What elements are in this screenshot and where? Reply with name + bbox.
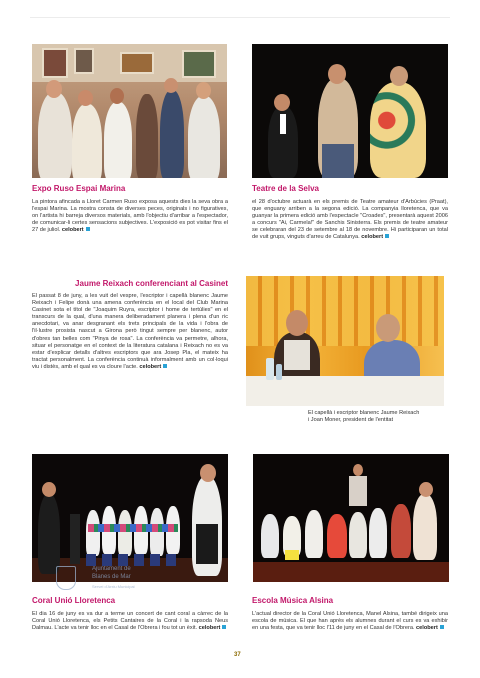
article-body-alsina <box>252 611 448 632</box>
photo-exhibition <box>32 44 227 178</box>
end-marker-icon <box>86 227 90 231</box>
article-text: La pintora afincada a Lloret Carmen Ruso exposa aquests dies la seva obra a l'espai Marina. La mostra consta de diverses peces, originals i no figuratives, on l'artista hi barreja diversos materials, amb l'objectiu d'arribar a l'espectador, de comunicar-li certes sensacions subjectives. L'exposició es pot visitar fins el 27 de juliol. <box>32 199 228 234</box>
article-text: el 28 d'octubre actuarà en els premis de Teatre amateur d'Arbúcies (Praat), que enguany arriben a la segona edició. La companyia lloretenca, que va guanyar la primera edició amb l'espectacle "Croades", presentarà aquest 2006 a concurs "Ai, Carmela!" de Sanchis Sinisterra. Els premis de teatre amateur se celebraran del 23 de setembre al 18 de novembre. Hi participaran un total de vuit grups, vinguts d'arreu de Catalunya. <box>252 199 448 241</box>
top-rule <box>30 17 450 18</box>
article-text: El passat 8 de juny, a les vuit del vespre, l'escriptor i capellà blanenc Jaume Reixach i Felipe donà una amena conferència en el local del Club Marina Casinet sota el títol de "Joaquim Ruyra, escriptor i home de tertúlies" en el transcurs de la qual, d'una manera deliberadament planera i plena d'un ric anecdotari, va anar desgranant els trets principals de la vida i l'obra de l'il·lustre prosista nascut a Girona però tingut sempre per blanenc, autor d'obres tan belles com "Pinya de rosa". La conferència va permetre, alhora, situar el personatge en el context de la literatura catalana i Reixach no es va estar d'explicar detalls d'altres escriptors que ara Josep Pla, el mateix ha tractat personalment. La conferència continuà informalment amb un col·loqui viu i distès, amb el qual es va cloure l'acte. <box>32 293 228 370</box>
article-body-expo <box>32 199 228 234</box>
signature: celobert <box>61 227 84 234</box>
caption-line-1: El capellà i escriptor blanenc Jaume Reixach <box>308 410 420 416</box>
article-title-alsina: Escola Música Alsina <box>252 596 334 605</box>
watermark-line-1: Ajuntament de <box>92 566 131 572</box>
article-text: El dia 16 de juny es va dur a terme un concert de cant coral a càrrec de la Coral Unió Lloretenca, els Petits Cantaires de la Coral i la rapsoda Neus Dalmau. L'acte va tenir lloc en el Casal de l'Obrera i fou tot un èxit. <box>32 611 228 632</box>
signature: celobert <box>416 625 438 632</box>
article-text: L'actual director de la Coral Unió Lloretenca, Manel Alsina, també dirigeix una escola de música. El que han après els alumnes durant el curs es va exhibir en una festa, que va tenir lloc l'11 de juny en el Casal de l'Obrera. <box>252 611 448 632</box>
end-marker-icon <box>222 625 226 629</box>
end-marker-icon <box>385 234 389 238</box>
photo-music-school <box>253 454 449 582</box>
article-title-reixach: Jaume Reixach conferenciant al Casinet <box>75 279 228 288</box>
watermark-stamp <box>56 566 196 598</box>
end-marker-icon <box>440 625 444 629</box>
watermark-line-2: Blanes de Mar <box>92 574 131 580</box>
photo-conference <box>246 276 444 406</box>
signature: celobert <box>361 234 384 241</box>
article-title-teatre: Teatre de la Selva <box>252 184 319 193</box>
article-body-reixach <box>32 293 228 371</box>
article-title-expo: Expo Ruso Espai Marina <box>32 184 126 193</box>
watermark-line-3: Servei d'Arxiu Municipal <box>92 584 135 589</box>
end-marker-icon <box>163 364 167 368</box>
article-body-coral <box>32 611 228 632</box>
article-title-coral: Coral Unió Lloretenca <box>32 596 116 605</box>
signature: celobert <box>198 625 221 632</box>
caption-line-2: i Joan Moner, president de l'entitat <box>308 417 394 423</box>
coat-of-arms-icon <box>56 566 76 590</box>
photo-caption <box>308 410 454 424</box>
signature: celobert <box>139 363 162 370</box>
article-body-teatre <box>252 199 448 242</box>
photo-theatre <box>252 44 448 178</box>
page-number: 37 <box>234 652 241 658</box>
photo-choir <box>32 454 228 582</box>
